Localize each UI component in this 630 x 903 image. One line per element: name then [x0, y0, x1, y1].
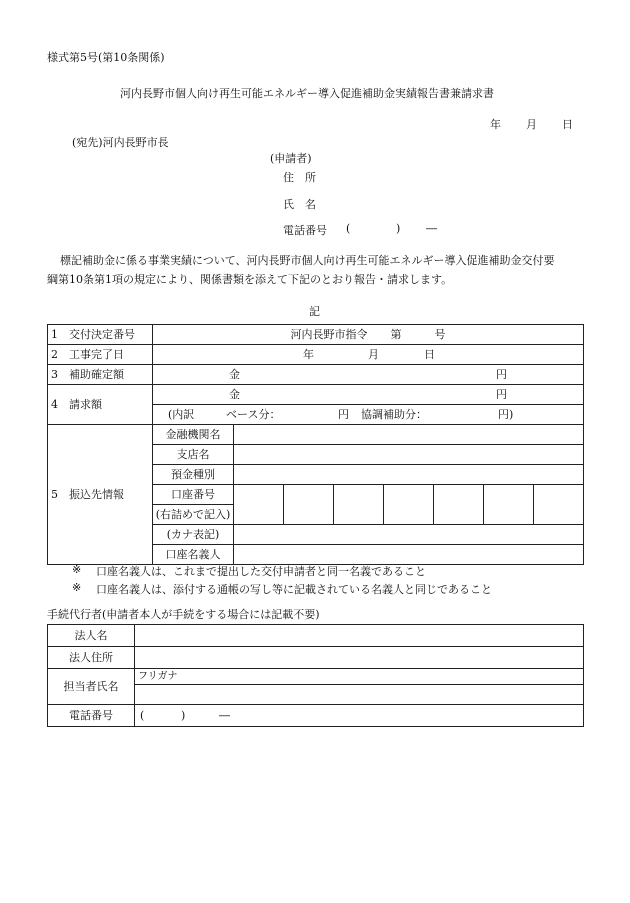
corp-address-label: 法人住所 — [48, 647, 135, 669]
date-month-label: 月 — [526, 118, 537, 131]
account-note-label: (右詰めで記入) — [153, 505, 234, 525]
agent-table — [47, 624, 584, 727]
applicant-address-label: 住 所 — [283, 171, 316, 184]
row3-label: 3 補助確定額 — [48, 365, 153, 385]
bank-input[interactable] — [234, 425, 584, 445]
account-digit-6[interactable] — [484, 485, 534, 525]
furigana-label: フリガナ — [138, 671, 178, 682]
account-digit-4[interactable] — [384, 485, 434, 525]
table-row — [48, 385, 584, 405]
applicant-phone-open: ( — [346, 222, 351, 235]
row4-base-yen: 円 — [338, 408, 349, 421]
bank-label: 金融機関名 — [153, 425, 234, 445]
row1-value[interactable] — [153, 325, 584, 345]
applicant-phone-close: ) — [396, 222, 401, 235]
body-line-2: 綱第10条第1項の規定により、関係書類を添えて下記のとおり報告・請求します。 — [47, 273, 453, 286]
row3-kin: 金 — [229, 368, 240, 381]
deposit-type-input[interactable] — [234, 465, 584, 485]
row4-value[interactable] — [153, 385, 584, 405]
deposit-type-label: 預金種別 — [153, 465, 234, 485]
table-row — [48, 647, 584, 669]
table-row — [48, 669, 584, 685]
kana-label: (カナ表記) — [153, 525, 234, 545]
row1-dai: 第 — [390, 328, 402, 341]
row2-value[interactable] — [153, 345, 584, 365]
account-digit-7[interactable] — [534, 485, 584, 525]
row2-year: 年 — [303, 348, 314, 361]
date-year-label: 年 — [490, 118, 501, 131]
holder-label: 口座名義人 — [153, 545, 234, 565]
account-digit-5[interactable] — [434, 485, 484, 525]
branch-label: 支店名 — [153, 445, 234, 465]
row4-label: 4 請求額 — [48, 385, 153, 425]
table-row — [48, 425, 584, 445]
account-digit-2[interactable] — [284, 485, 334, 525]
row1-label: 1 交付決定番号 — [48, 325, 153, 345]
row5-label: 5 振込先情報 — [48, 425, 153, 565]
addressee: (宛先)河内長野市長 — [72, 136, 169, 149]
form-number: 様式第5号(第10条関係) — [47, 51, 165, 64]
body-line-1: 標記補助金に係る事業実績について、河内長野市個人向け再生可能エネルギー導入促進補助金交付要 — [60, 254, 555, 267]
table-row — [48, 365, 584, 385]
agent-phone-dash: ― — [219, 709, 230, 722]
row4-base-label: ベース分： — [226, 408, 281, 421]
main-table — [47, 324, 584, 565]
table-row — [48, 705, 584, 727]
ki-label: 記 — [309, 305, 320, 318]
row2-label: 2 工事完了日 — [48, 345, 153, 365]
account-digit-3[interactable] — [334, 485, 384, 525]
row2-month: 月 — [368, 348, 379, 361]
agent-phone-open: ( — [140, 709, 145, 722]
date-day-label: 日 — [562, 118, 573, 131]
applicant-phone-label: 電話番号 — [283, 224, 327, 237]
row4-kin: 金 — [229, 388, 240, 401]
agent-phone-label: 電話番号 — [48, 705, 135, 727]
row4-coop-close: 円) — [498, 408, 514, 421]
note-1: 口座名義人は、これまで提出した交付申請者と同一名義であること — [96, 565, 426, 578]
agent-heading: 手続代行者(申請者本人が手続をする場合には記載不要) — [47, 608, 320, 621]
corp-address-input[interactable] — [135, 647, 584, 669]
branch-input[interactable] — [234, 445, 584, 465]
row3-yen: 円 — [496, 368, 507, 381]
applicant-heading: (申請者) — [270, 152, 312, 165]
corp-name-label: 法人名 — [48, 625, 135, 647]
agent-phone-close: ) — [181, 709, 186, 722]
kana-input[interactable] — [234, 525, 584, 545]
holder-input[interactable] — [234, 545, 584, 565]
row4-coop-label: 協調補助分： — [361, 408, 427, 421]
row1-prefix: 河内長野市指令 — [290, 328, 368, 341]
corp-name-input[interactable] — [135, 625, 584, 647]
note-1-mark: ※ — [72, 563, 82, 576]
page-title: 河内長野市個人向け再生可能エネルギー導入促進補助金実績報告書兼請求書 — [120, 87, 494, 100]
account-no-label: 口座番号 — [153, 485, 234, 505]
row3-value[interactable] — [153, 365, 584, 385]
person-name-label: 担当者氏名 — [48, 669, 135, 705]
person-name-input[interactable] — [135, 685, 584, 705]
table-row — [48, 325, 584, 345]
agent-phone-input[interactable] — [135, 705, 584, 727]
account-digit-1[interactable] — [234, 485, 284, 525]
row4-breakdown[interactable] — [153, 405, 584, 425]
note-2: 口座名義人は、添付する通帳の写し等に記載されている名義人と同じであること — [96, 583, 492, 596]
table-row — [48, 345, 584, 365]
applicant-phone-dash: ― — [426, 222, 437, 235]
row4-breakdown-open: (内訳 — [168, 408, 195, 421]
applicant-name-label: 氏 名 — [283, 198, 316, 211]
furigana-cell[interactable] — [135, 669, 584, 685]
row2-day: 日 — [424, 348, 435, 361]
row1-go: 号 — [434, 328, 446, 341]
row4-yen: 円 — [496, 388, 507, 401]
note-2-mark: ※ — [72, 581, 82, 594]
table-row — [48, 625, 584, 647]
